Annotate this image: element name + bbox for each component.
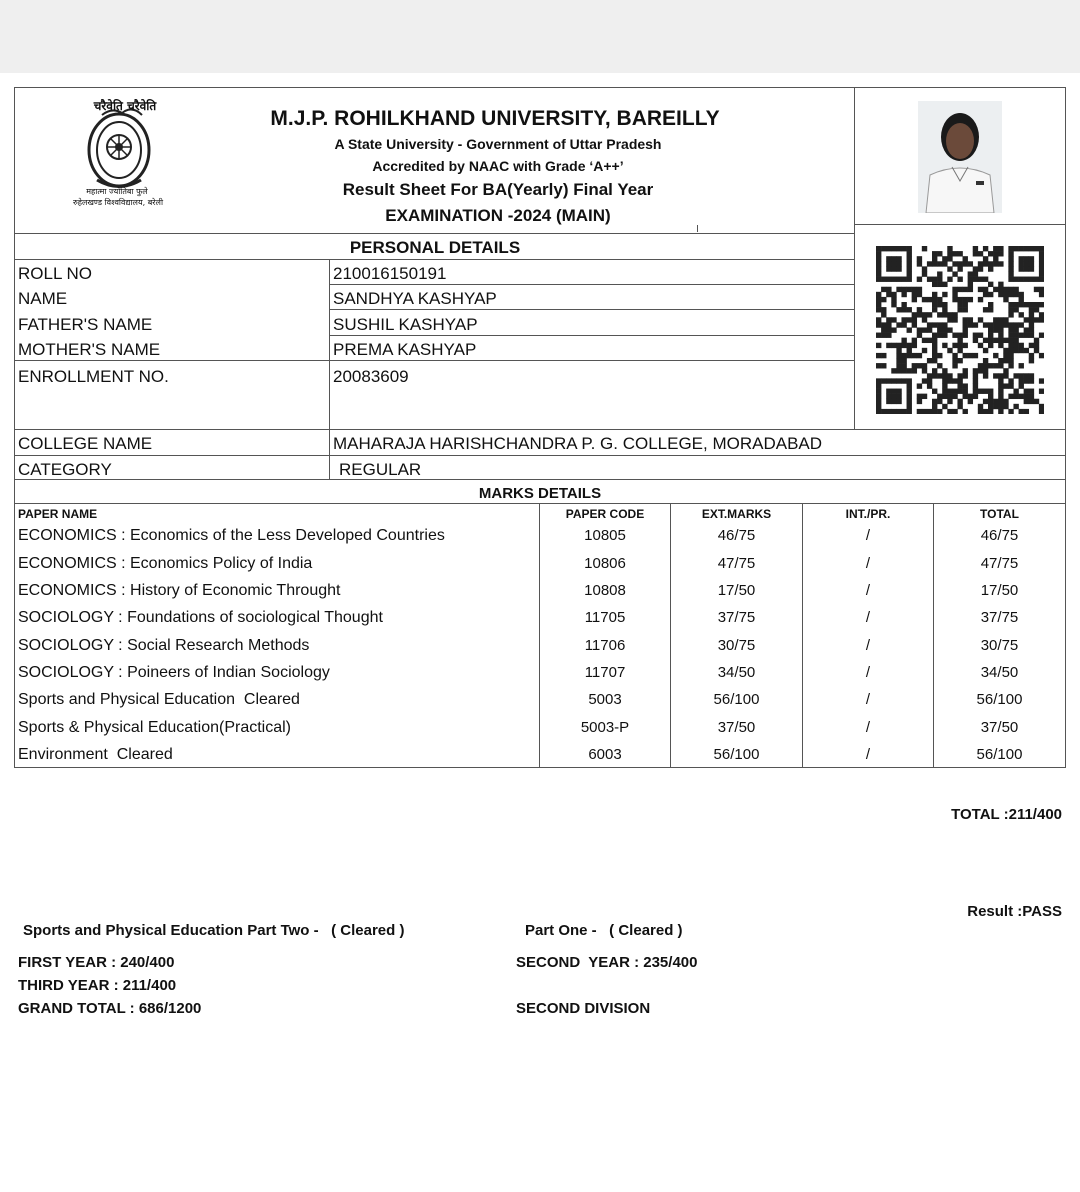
ext-marks: 34/50 [717, 664, 756, 681]
paper-name: Environment Cleared [18, 746, 173, 763]
logo-text-line2: रुहेलखण्ड विश्वविद्यालय, बरेली [72, 198, 164, 207]
college-name-label: COLLEGE NAME [18, 434, 153, 453]
paper-total: 30/75 [980, 637, 1019, 654]
int-marks: / [865, 637, 871, 654]
first-year-marks: FIRST YEAR : 240/400 [18, 954, 175, 971]
university-name: M.J.P. ROHILKHAND UNIVERSITY, BAREILLY [270, 107, 720, 130]
name-value: SANDHYA KASHYAP [333, 289, 497, 308]
paper-code: 11705 [584, 609, 626, 626]
ext-marks: 30/75 [717, 637, 756, 654]
father-name-label: FATHER'S NAME [18, 315, 153, 334]
second-year-marks: SECOND YEAR : 235/400 [516, 954, 698, 971]
paper-total: 56/100 [976, 691, 1023, 708]
grand-total: GRAND TOTAL : 686/1200 [18, 1000, 202, 1017]
int-marks: / [865, 719, 871, 736]
column-header-int-pr: INT./PR. [845, 507, 891, 521]
paper-name: ECONOMICS : Economics of the Less Developed Countries [18, 527, 445, 544]
paper-code: 10808 [584, 582, 626, 599]
mother-name-label: MOTHER'S NAME [18, 340, 161, 359]
name-label: NAME [18, 289, 68, 308]
enrollment-label: ENROLLMENT NO. [18, 367, 169, 386]
paper-total: 47/75 [980, 555, 1019, 572]
paper-total: 37/75 [980, 609, 1019, 626]
paper-code: 11706 [584, 637, 626, 654]
int-marks: / [865, 555, 871, 572]
paper-total: 37/50 [980, 719, 1019, 736]
examination-title: EXAMINATION -2024 (MAIN) [385, 206, 611, 225]
paper-total: 46/75 [980, 527, 1019, 544]
college-name-value: MAHARAJA HARISHCHANDRA P. G. COLLEGE, MORADABAD [333, 434, 823, 453]
total-marks: TOTAL :211/400 [951, 806, 1062, 823]
int-marks: / [865, 746, 871, 763]
paper-code: 11707 [584, 664, 626, 681]
third-year-marks: THIRD YEAR : 211/400 [18, 977, 177, 994]
paper-code: 5003 [588, 691, 622, 708]
ext-marks: 56/100 [713, 691, 760, 708]
ext-marks: 37/75 [717, 609, 756, 626]
int-marks: / [865, 609, 871, 626]
paper-name: SOCIOLOGY : Poineers of Indian Sociology [18, 664, 330, 681]
father-name-value: SUSHIL KASHYAP [333, 315, 478, 334]
division: SECOND DIVISION [516, 1000, 651, 1017]
category-label: CATEGORY [18, 460, 112, 479]
paper-name: SOCIOLOGY : Social Research Methods [18, 637, 310, 654]
column-header-total: TOTAL [980, 507, 1019, 521]
ext-marks: 17/50 [717, 582, 756, 599]
paper-name: SOCIOLOGY : Foundations of sociological Thought [18, 609, 383, 626]
result-status: Result :PASS [967, 903, 1062, 920]
ext-marks: 37/50 [717, 719, 756, 736]
paper-code: 10806 [584, 555, 626, 572]
university-subtitle: A State University - Government of Uttar Pradesh [334, 136, 662, 152]
sports-part-two: Sports and Physical Education Part Two - ( Cleared ) [23, 922, 405, 939]
paper-code: 6003 [588, 746, 622, 763]
logo-text-line1: महात्मा ज्योतिबा फुले [86, 187, 148, 196]
int-marks: / [865, 691, 871, 708]
paper-name: ECONOMICS : History of Economic Throught [18, 582, 341, 599]
paper-name: ECONOMICS : Economics Policy of India [18, 555, 313, 572]
int-marks: / [865, 664, 871, 681]
ext-marks: 56/100 [713, 746, 760, 763]
paper-name: Sports & Physical Education(Practical) [18, 719, 291, 736]
paper-total: 56/100 [976, 746, 1023, 763]
personal-details-heading: PERSONAL DETAILS [349, 238, 521, 257]
part-one: Part One - ( Cleared ) [525, 922, 683, 939]
ext-marks: 46/75 [717, 527, 756, 544]
column-header-paper-code: PAPER CODE [565, 507, 645, 521]
ext-marks: 47/75 [717, 555, 756, 572]
mother-name-value: PREMA KASHYAP [333, 340, 477, 359]
paper-name: Sports and Physical Education Cleared [18, 691, 300, 708]
paper-total: 34/50 [980, 664, 1019, 681]
paper-code: 5003-P [580, 719, 630, 736]
enrollment-value: 20083609 [333, 367, 409, 386]
qr-code [876, 246, 1044, 414]
result-sheet-title: Result Sheet For BA(Yearly) Final Year [342, 180, 654, 199]
student-photo [918, 101, 1002, 213]
paper-total: 17/50 [980, 582, 1019, 599]
marks-details-heading: MARKS DETAILS [478, 485, 602, 502]
accreditation: Accredited by NAAC with Grade ‘A++’ [372, 158, 624, 174]
top-bar [0, 0, 1080, 73]
paper-code: 10805 [584, 527, 626, 544]
int-marks: / [865, 582, 871, 599]
category-value: REGULAR [339, 460, 422, 479]
roll-no-value: 210016150191 [333, 264, 447, 283]
int-marks: / [865, 527, 871, 544]
column-header-paper-name: PAPER NAME [18, 507, 98, 521]
roll-no-label: ROLL NO [18, 264, 93, 283]
column-header-ext-marks: EXT.MARKS [701, 507, 772, 521]
logo-motto: चरैवेति चरैवेति [93, 99, 157, 113]
